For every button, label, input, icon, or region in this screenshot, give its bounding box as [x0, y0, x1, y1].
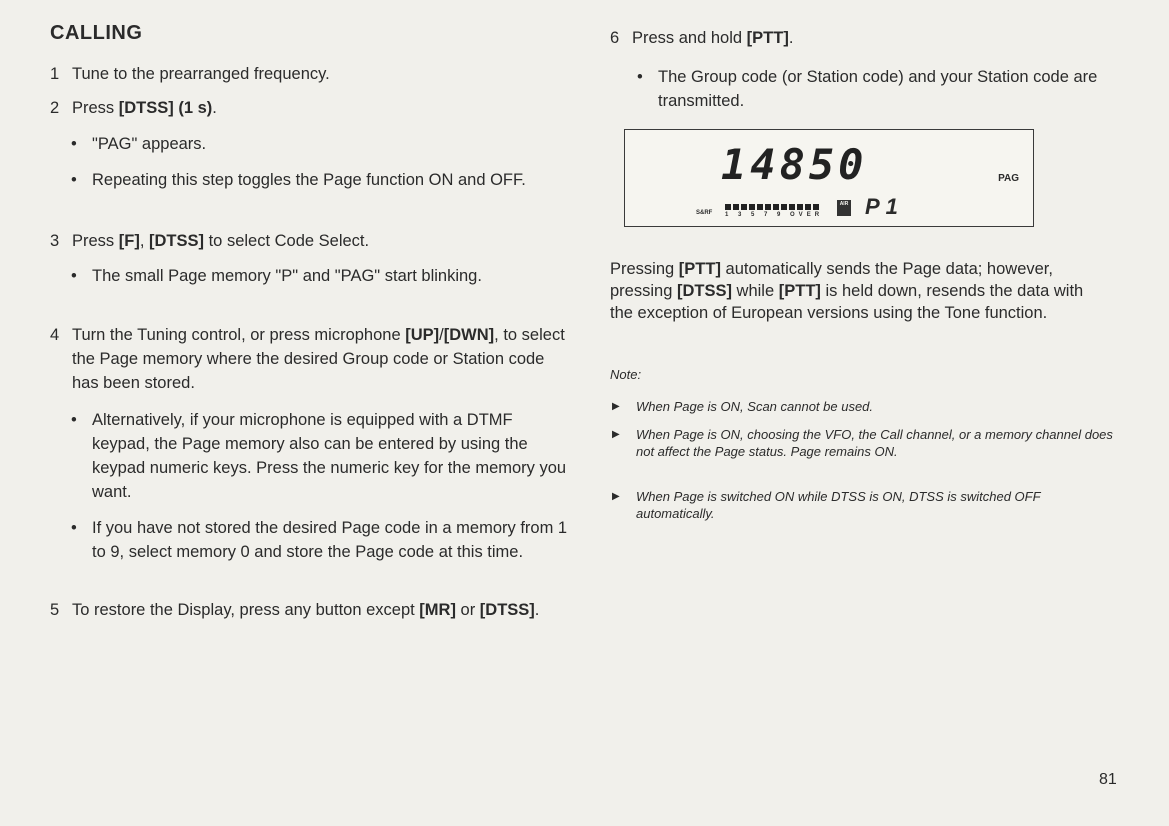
note-text: When Page is ON, choosing the VFO, the Call channel, or a memory channel does not affect the Page status. Page remains ON. [636, 427, 1113, 459]
note-item-3 [612, 488, 1122, 522]
step-4 [50, 323, 570, 395]
ptt-paragraph: Pressing [PTT] automatically sends the Page data; however, pressing [DTSS] while [PTT] is held down, resends the data with the exception of European versions using the Tone function. [610, 260, 1084, 322]
bullet-text: The Group code (or Station code) and your Station code are transmitted. [658, 68, 1098, 110]
step-2 [50, 96, 570, 120]
section-heading: CALLING [50, 22, 143, 44]
bullet-text: Alternatively, if your microphone is equipped with a DTMF keypad, the Page memory also can be entered by using the keypad numeric keys. Press the numeric key for the memory you want. [92, 411, 567, 501]
lcd-signal-meter [725, 204, 819, 210]
note-item-1 [612, 398, 1122, 415]
step-5 [50, 598, 570, 622]
step-3 [50, 229, 570, 253]
step-text: Turn the Tuning control, or press microphone [UP]/[DWN], to select the Page memory where the desired Group code or Station code has been stored. [72, 326, 565, 392]
bullet-text: The small Page memory "P" and "PAG" start blinking. [92, 267, 482, 285]
lcd-sarf-label: S&RF [696, 210, 713, 216]
bullet-memory-zero: • If you have not stored the desired Page code in a memory from 1 to 9, select memory 0 and store the Page code at this time. [71, 516, 571, 564]
step-number: 6 [610, 29, 620, 47]
step-6 [610, 26, 1130, 50]
step-number: 1 [50, 65, 60, 83]
lcd-frequency: 14850 [721, 140, 868, 189]
lcd-meter-scale: 1 3 5 7 9 OVER [725, 212, 824, 218]
step-text: Press and hold [PTT]. [632, 29, 794, 47]
bullet-text: "PAG" appears. [92, 135, 207, 153]
arrow-bullet-icon: ▶ [612, 491, 620, 502]
bullet-text: If you have not stored the desired Page code in a memory from 1 to 9, select memory 0 and store the Page code at this time. [92, 519, 568, 561]
note-title: Note: [610, 367, 642, 382]
bullet-blinking: • The small Page memory "P" and "PAG" start blinking. [71, 264, 531, 288]
step-text: Press [F], [DTSS] to select Code Select. [72, 232, 370, 250]
step-text: Press [DTSS] (1 s). [72, 99, 217, 117]
bullet-dtmf: • Alternatively, if your microphone is equipped with a DTMF keypad, the Page memory also can be entered by using the keypad numeric keys. Press the numeric key for the memory you want. [71, 408, 571, 504]
step-text: Tune to the prearranged frequency. [72, 65, 330, 83]
arrow-bullet-icon: ▶ [612, 401, 620, 412]
step-text: To restore the Display, press any button except [MR] or [DTSS]. [72, 601, 540, 619]
step-number: 5 [50, 601, 60, 619]
lcd-pag-indicator: PAG [998, 173, 1019, 184]
page-number: 81 [1099, 771, 1117, 788]
bullet-pag-appears: • "PAG" appears. [71, 132, 571, 156]
note-text: When Page is switched ON while DTSS is ON, DTSS is switched OFF automatically. [636, 489, 1041, 521]
step-number: 4 [50, 326, 60, 344]
lcd-display-illustration [624, 129, 1034, 227]
bullet-text: Repeating this step toggles the Page function ON and OFF. [92, 171, 526, 189]
arrow-bullet-icon: ▶ [612, 429, 620, 440]
step-1 [50, 62, 570, 86]
lcd-page-memory: P1 [865, 194, 904, 219]
step-number: 3 [50, 232, 60, 250]
note-item-2 [612, 426, 1122, 460]
bullet-codes-transmitted: • The Group code (or Station code) and your Station code are transmitted. [637, 65, 1127, 113]
lcd-air-icon: AIR [837, 200, 851, 216]
bullet-toggle: • Repeating this step toggles the Page function ON and OFF. [71, 168, 551, 192]
note-text: When Page is ON, Scan cannot be used. [636, 399, 874, 414]
step-number: 2 [50, 99, 60, 117]
